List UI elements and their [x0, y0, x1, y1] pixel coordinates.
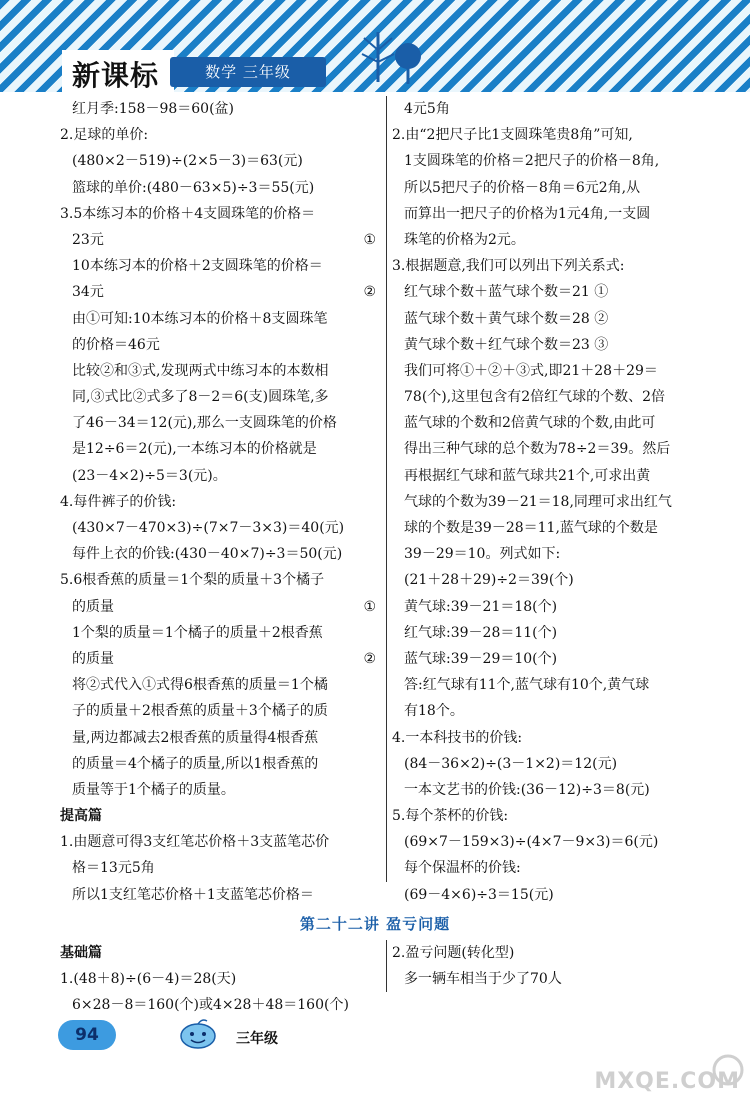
text-line [60, 175, 382, 201]
line-text: (480×2－519)÷(2×5－3)＝63(元) [72, 153, 303, 170]
line-text: 的质量 [72, 598, 114, 615]
line-text: 2.由“2把尺子比1支圆珠笔贵8角”可知, [392, 127, 633, 144]
column-divider [386, 96, 387, 882]
line-text: 多一辆车相当于少了70人 [404, 971, 562, 988]
line-text: 的质量＝4个橘子的质量,所以1根香蕉的 [72, 755, 319, 772]
watermark-text: MXQE.COM [594, 1069, 740, 1094]
text-line [392, 436, 710, 462]
text-line [392, 148, 710, 174]
line-text: 3.5本练习本的价格＋4支圆珠笔的价格＝ [60, 205, 316, 222]
line-text: 是12÷6＝2(元),一本练习本的价格就是 [72, 441, 317, 458]
text-line [60, 122, 382, 148]
text-line [392, 253, 710, 279]
text-line [60, 410, 382, 436]
line-text: 2.足球的单价: [60, 127, 149, 144]
line-text: 了46－34＝12(元),那么一支圆珠笔的价格 [72, 415, 337, 432]
line-text: 34元 [72, 284, 104, 301]
text-line [392, 940, 710, 966]
line-text: 红月季:158－98＝60(盆) [72, 101, 234, 117]
line-text: (84－36×2)÷(3－1×2)＝12(元) [404, 755, 618, 772]
footer-grade-label: 三年级 [236, 1031, 278, 1047]
smiling-cloud-mascot-icon [178, 1016, 218, 1052]
line-text: 1.(48＋8)÷(6－4)＝28(天) [60, 971, 237, 988]
text-line [60, 672, 382, 698]
text-line [60, 463, 382, 489]
text-line [392, 829, 710, 855]
line-text: 每件上衣的价钱:(430－40×7)÷3＝50(元) [72, 546, 343, 563]
text-line [392, 175, 710, 201]
line-text: 子的质量＋2根香蕉的质量＋3个橘子的质 [72, 703, 328, 720]
column-divider-bottom [386, 940, 387, 992]
line-text: 1支圆珠笔的价格＝2把尺子的价格－8角, [404, 153, 660, 170]
text-line [60, 332, 382, 358]
text-line [60, 436, 382, 462]
line-text: 6×28－8＝160(个)或4×28＋48＝160(个) [72, 997, 349, 1014]
line-text: 78(个),这里包含有2倍红气球的个数、2倍 [404, 389, 666, 406]
text-line [392, 541, 710, 567]
text-line [392, 646, 710, 672]
line-text: 1个梨的质量＝1个橘子的质量＋2根香蕉 [72, 624, 323, 641]
line-text: 珠笔的价格为2元。 [404, 231, 525, 248]
line-text: 10本练习本的价格＋2支圆珠笔的价格＝ [72, 258, 323, 275]
line-text: (430×7－470×3)÷(7×7－3×3)＝40(元) [72, 520, 345, 536]
text-line [392, 882, 710, 908]
text-line [60, 698, 382, 724]
line-text: 再根据红气球和蓝气球共21个,可求出黄 [404, 467, 651, 484]
section-heading [60, 803, 382, 829]
text-line [60, 515, 382, 541]
line-text: 蓝气球的个数和2倍黄气球的个数,由此可 [404, 415, 656, 432]
text-line [392, 620, 710, 646]
lecture-title: 第二十二讲 盈亏问题 [299, 915, 451, 933]
line-text: 39－29＝10。列式如下: [404, 546, 561, 563]
equation-marker: ① [363, 598, 376, 615]
text-line [60, 751, 382, 777]
text-line [60, 253, 382, 279]
line-text: 所以1支红笔芯价格＋1支蓝笔芯价格＝ [72, 886, 314, 903]
line-text: 1.由题意可得3支红笔芯价格＋3支蓝笔芯价 [60, 834, 330, 851]
line-text: 篮球的单价:(480－63×5)÷3＝55(元) [72, 179, 315, 196]
equation-marker: ② [363, 284, 376, 301]
line-text: 所以5把尺子的价格－8角＝6元2角,从 [404, 179, 641, 196]
line-text: 蓝气球:39－29＝10(个) [404, 650, 558, 667]
text-line [60, 201, 382, 227]
line-text: 黄气球个数＋红气球个数＝23 ③ [404, 336, 609, 353]
line-text: 4.每件裤子的价钱: [60, 493, 177, 510]
text-line [392, 410, 710, 436]
line-text: 将②式代入①式得6根香蕉的质量＝1个橘 [72, 677, 328, 694]
text-line [60, 966, 382, 992]
line-text: 质量等于1个橘子的质量。 [72, 781, 235, 798]
section-heading [60, 940, 382, 966]
text-line [392, 201, 710, 227]
line-text: 4元5角 [404, 101, 450, 117]
line-text: 量,两边都减去2根香蕉的质量得4根香蕉 [72, 729, 319, 746]
text-line [60, 306, 382, 332]
text-line [392, 594, 710, 620]
text-line [392, 122, 710, 148]
line-text: 23元 [72, 231, 104, 248]
text-line [60, 541, 382, 567]
text-line [60, 279, 382, 305]
line-text: 5.每个茶杯的价钱: [392, 808, 509, 825]
text-line [60, 829, 382, 855]
text-line [60, 594, 382, 620]
line-text: 而算出一把尺子的价格为1元4角,一支圆 [404, 205, 651, 222]
text-line [60, 725, 382, 751]
line-text: (23－4×2)÷5＝3(元)。 [72, 467, 227, 484]
text-line [392, 515, 710, 541]
text-line [60, 567, 382, 593]
text-line [392, 777, 710, 803]
text-line [60, 489, 382, 515]
lecture-column-right [392, 940, 710, 992]
text-line [60, 620, 382, 646]
line-text: 格＝13元5角 [72, 860, 155, 877]
text-line [392, 96, 710, 122]
line-text: (21＋28＋29)÷2＝39(个) [404, 572, 574, 589]
text-line [60, 646, 382, 672]
text-line [392, 227, 710, 253]
text-line [60, 96, 382, 122]
text-line [60, 992, 382, 1018]
text-line [60, 384, 382, 410]
text-line [60, 777, 382, 803]
line-text: 答:红气球有11个,蓝气球有10个,黄气球 [404, 677, 650, 694]
line-text: 一本文艺书的价钱:(36－12)÷3＝8(元) [404, 781, 650, 798]
line-text: 基础篇 [60, 945, 102, 961]
line-text: 比较②和③式,发现两式中练习本的本数相 [72, 362, 329, 379]
answer-column-right [392, 96, 710, 908]
page-number: 94 [58, 1020, 116, 1050]
text-line [60, 882, 382, 908]
text-line [392, 966, 710, 992]
text-line [392, 279, 710, 305]
lecture-column-left [60, 940, 382, 1019]
text-line [60, 358, 382, 384]
text-line [60, 855, 382, 881]
text-line [392, 463, 710, 489]
site-watermark [594, 1052, 746, 1098]
text-line [60, 227, 382, 253]
line-text: 黄气球:39－21＝18(个) [404, 598, 558, 615]
line-text: 有18个。 [404, 703, 464, 720]
line-text: 由①可知:10本练习本的价格＋8支圆珠笔 [72, 310, 328, 327]
subject-grade-label: 数学 三年级 [170, 57, 326, 87]
text-line [392, 803, 710, 829]
text-line [392, 698, 710, 724]
text-line [392, 725, 710, 751]
line-text: 4.一本科技书的价钱: [392, 729, 523, 746]
book-series-title: 新课标 [72, 59, 160, 92]
line-text: 我们可将①＋②＋③式,即21＋28＋29＝ [404, 362, 658, 379]
text-line [392, 332, 710, 358]
line-text: 同,③式比②式多了8－2＝6(支)圆珠笔,多 [72, 389, 329, 406]
text-line [392, 306, 710, 332]
text-line [392, 358, 710, 384]
line-text: 2.盈亏问题(转化型) [392, 945, 515, 961]
line-text: 蓝气球个数＋黄气球个数＝28 ② [404, 310, 609, 327]
line-text: 气球的个数为39－21＝18,同理可求出红气 [404, 493, 672, 510]
answer-column-left [60, 96, 382, 908]
line-text: (69×7－159×3)÷(4×7－9×3)＝6(元) [404, 834, 659, 851]
equation-marker: ① [363, 231, 376, 248]
text-line [392, 384, 710, 410]
line-text: 得出三种气球的总个数为78÷2＝39。然后 [404, 441, 671, 458]
line-text: 的价格＝46元 [72, 336, 160, 353]
line-text: (69－4×6)÷3＝15(元) [404, 886, 554, 903]
text-line [392, 567, 710, 593]
text-line [392, 751, 710, 777]
line-text: 提高篇 [60, 808, 102, 825]
line-text: 球的个数是39－28＝11,蓝气球的个数是 [404, 520, 658, 536]
snowy-tree-icon [352, 22, 424, 86]
text-line [392, 489, 710, 515]
line-text: 每个保温杯的价钱: [404, 860, 521, 877]
line-text: 红气球:39－28＝11(个) [404, 624, 558, 641]
text-line [392, 672, 710, 698]
line-text: 5.6根香蕉的质量＝1个梨的质量＋3个橘子 [60, 572, 325, 589]
line-text: 红气球个数＋蓝气球个数＝21 ① [404, 284, 609, 301]
equation-marker: ② [363, 650, 376, 667]
line-text: 的质量 [72, 650, 114, 667]
text-line [392, 855, 710, 881]
text-line [60, 148, 382, 174]
line-text: 3.根据题意,我们可以列出下列关系式: [392, 258, 625, 275]
